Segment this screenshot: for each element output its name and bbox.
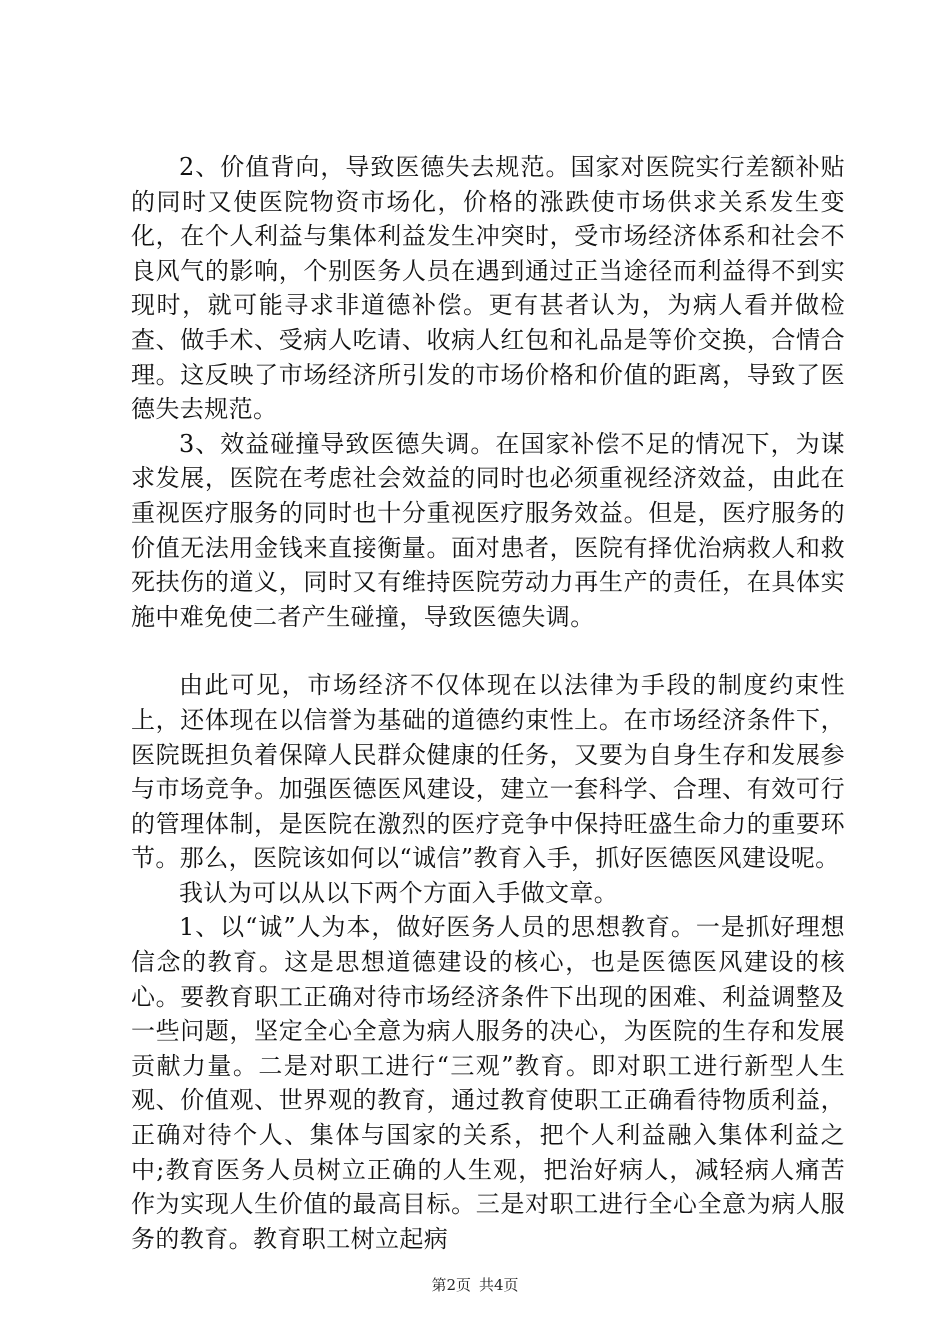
paragraph-value-deviation: 2、价值背向，导致医德失去规范。国家对医院实行差额补贴的同时又使医院物资市场化，价格的涨跌使市场供求关系发生变化，在个人利益与集体利益发生冲突时，受市场经济体系和社会不良风气的影响，个别医务人员在遇到通过正当途径而利益得不到实现时，就可能寻求非道德补偿。更有甚者认为，为病人看并做检查、做手术、受病人吃请、收病人红包和礼品是等价交换，合情合理。这反映了市场经济所引发的市场价格和价值的距离，导致了医德失去规范。	[131, 153, 845, 424]
paragraph-integrity-education: 1、以“诚”人为本，做好医务人员的思想教育。一是抓好理想信念的教育。这是思想道德建设的核心，也是医德医风建设的核心。要教育职工正确对待市场经济条件下出现的困难、利益调整及一些问题，坚定全心全意为病人服务的决心，为医院的生存和发展贡献力量。二是对职工进行“三观”教育。即对职工进行新型人生观、价值观、世界观的教育，通过教育使职工正确看待物质利益，正确对待个人、集体与国家的关系，把个人利益融入集体利益之中;教育医务人员树立正确的人生观，把治好病人，减轻病人痛苦作为实现人生价值的最高目标。三是对职工进行全心全意为病人服务的教育。教育职工树立起病	[131, 913, 845, 1253]
page-footer	[0, 1275, 950, 1295]
paragraph-conclusion: 由此可见，市场经济不仅体现在以法律为手段的制度约束性上，还体现在以信誉为基础的道德约束性上。在市场经济条件下，医院既担负着保障人民群众健康的任务，又要为自身生存和发展参与市场竞争。加强医德医风建设，建立一套科学、合理、有效可行的管理体制，是医院在激烈的医疗竞争中保持旺盛生命力的重要环节。那么，医院该如何以“诚信”教育入手，抓好医德医风建设呢。	[131, 671, 845, 873]
paragraph-benefit-collision: 3、效益碰撞导致医德失调。在国家补偿不足的情况下，为谋求发展，医院在考虑社会效益的同时也必须重视经济效益，由此在重视医疗服务的同时也十分重视医疗服务效益。但是，医疗服务的价值无法用金钱来直接衡量。面对患者，医院有择优治病救人和救死扶伤的道义，同时又有维持医院劳动力再生产的责任，在具体实施中难免使二者产生碰撞，导致医德失调。	[131, 429, 845, 631]
page-number: 第2页	[431, 1276, 471, 1294]
paragraph-two-aspects: 我认为可以从以下两个方面入手做文章。	[179, 878, 619, 907]
page-total: 共4页	[479, 1276, 519, 1294]
document-body	[131, 150, 845, 1256]
